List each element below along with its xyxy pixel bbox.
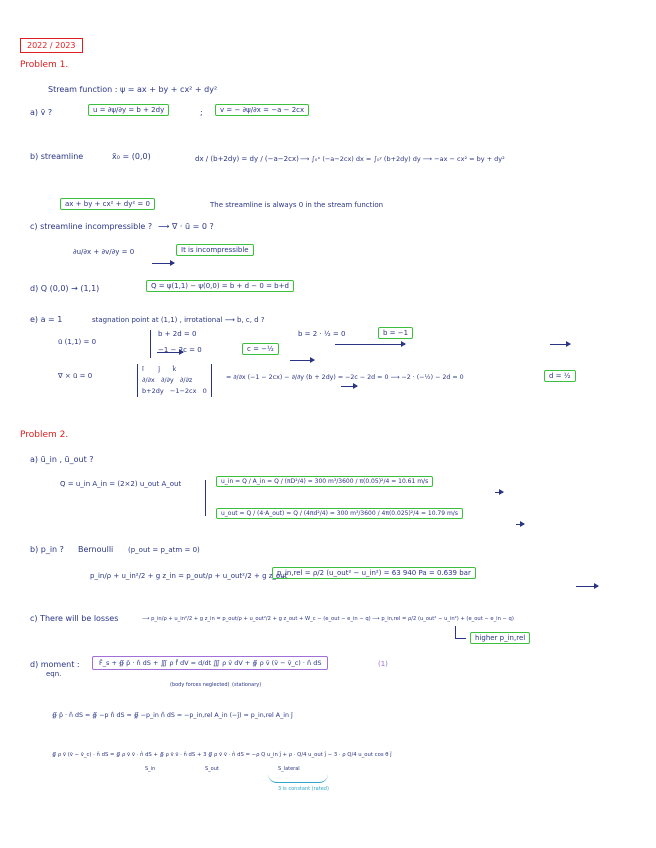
streamline-result: ax + by + cx² + dy² = 0 xyxy=(65,200,150,208)
stagnation-condition: ū (1,1) = 0 xyxy=(58,338,97,346)
semicolon: ; xyxy=(200,108,203,117)
streamline-integral: ⟶ ∫₀ˣ (−a−2cx) dx = ∫₀ʸ (b+2dy) dy ⟶ −ax − cx² = by + dy² xyxy=(300,155,505,163)
arrow-icon xyxy=(516,524,524,525)
flow-rate-box xyxy=(146,280,294,292)
problem-2-title: Problem 2. xyxy=(20,430,69,440)
part-d-label: d) Q (0,0) → (1,1) xyxy=(30,284,100,293)
arrow-icon xyxy=(495,492,503,493)
p2-part-c-label: c) There will be losses xyxy=(30,614,119,623)
irrotational-condition: ∇ × ū = 0 xyxy=(58,372,93,380)
p-in-box xyxy=(272,567,476,579)
course-code: 2022 / 2023 xyxy=(27,41,76,50)
incompressible-box xyxy=(176,244,254,256)
arrow-icon xyxy=(290,360,314,361)
answer-u: u = ∂ψ/∂y = b + 2dy xyxy=(93,106,165,114)
corner-arrow-icon xyxy=(455,626,466,639)
bernoulli-method: Bernoulli xyxy=(78,545,114,554)
arrow-icon xyxy=(335,344,405,345)
p-in-result: p_in,rel = ρ/2 (u_out² − u_in²) = 63 940 Pa = 0.639 bar xyxy=(277,569,471,577)
result-c-box xyxy=(242,343,279,355)
footnote-constant: 3 is constant (rated) xyxy=(278,786,329,792)
underbrace-curve xyxy=(268,774,328,783)
answer-v-box xyxy=(215,104,309,116)
p2-part-d-label: d) moment : xyxy=(30,660,80,669)
part-e-label: e) a = 1 xyxy=(30,315,63,324)
arrow-icon xyxy=(576,586,598,587)
momentum-equation: F̄_s + ∯ p̄ · n̂ dS + ∭ ρ f̄ dV = d/dt ∭ ρ v̄ dV + ∯ ρ v̄ (v̄ − v̄_c) · n̂ dS xyxy=(99,659,322,667)
branch-line xyxy=(205,480,206,516)
divergence-expr: ∂u/∂x + ∂v/∂y = 0 xyxy=(73,248,135,256)
system-brace xyxy=(150,330,151,358)
flow-rate-result: Q = ψ(1,1) − ψ(0,0) = b + d − 0 = b+d xyxy=(151,282,289,290)
solve-b: b = 2 · ½ = 0 xyxy=(298,330,346,338)
note-stationary: (stationary) xyxy=(232,682,262,688)
streamline-result-box xyxy=(60,198,155,210)
streamline-ode: dx / (b+2dy) = dy / (−a−2cx) xyxy=(195,155,299,163)
subscript-lateral: S_lateral xyxy=(278,766,300,772)
system-eq-2: −1 − 2c = 0 xyxy=(158,346,202,354)
incompressible-result: It is incompressible xyxy=(181,246,249,254)
result-c: c = −½ xyxy=(247,345,274,353)
part-a-label: a) v̄ ? xyxy=(30,108,53,117)
p2-part-d-sublabel: eqn. xyxy=(46,670,62,678)
u-in-box xyxy=(216,476,433,487)
subscript-out: S_out xyxy=(205,766,219,772)
streamline-note: The streamline is always 0 in the stream function xyxy=(210,201,384,209)
system-eq-1: b + 2d = 0 xyxy=(158,330,197,338)
curl-expr: = ∂/∂x (−1 − 2cx) − ∂/∂y (b + 2dy) = −2c − 2d = 0 ⟶ −2 · (−½) − 2d = 0 xyxy=(226,374,464,381)
momentum-eq-number: (1) xyxy=(378,660,388,668)
course-code-box xyxy=(20,38,83,53)
result-b: b = −1 xyxy=(383,329,409,337)
part-e-desc: stagnation point at (1,1) , irrotational ⟶ b, c, d ? xyxy=(92,316,265,324)
p2-part-b-label: b) p_in ? xyxy=(30,545,64,554)
answer-v: v = − ∂ψ/∂x = −a − 2cx xyxy=(220,106,305,114)
u-out-result: u_out = Q / (4·A_out) = Q / (4πd²/4) = 300 m³/3600 / 4π(0.025)²/4 = 10.79 m/s xyxy=(221,510,458,517)
subscript-in: S_in xyxy=(145,766,156,772)
problem-1-title: Problem 1. xyxy=(20,60,69,70)
arrow-icon xyxy=(152,263,174,264)
result-b-box xyxy=(378,327,413,339)
momentum-eq-box xyxy=(92,656,328,670)
answer-u-box xyxy=(88,104,169,116)
curl-determinant: î ĵ k̂ ∂/∂x ∂/∂y ∂/∂z b+2dy −1−2cx 0 xyxy=(137,364,212,397)
note-body-forces: (body forces neglected) xyxy=(170,682,230,688)
divergence-question: ⟶ ∇ · ū = 0 ? xyxy=(158,222,214,231)
flux-term: ∯ ρ v̄ (v̄ − v̄_c) · n̂ dS = ∯ ρ v̄ v̄ · n̂ dS + ∯ ρ v̄ v̄ · n̂ dS + 3 ∯ ρ v̄ v̄ · n̂ dS = −ρ Q u_in ĵ + ρ · Q/4 u_out ĵ − 3 · ρ Q/4 u_out cos θ ĵ xyxy=(52,752,392,758)
losses-equation: ⟶ p_in/ρ + u_in²/2 + g z_in = p_out/ρ + u_out²/2 + g z_out + W_c − (e_out − e_in − q) ⟶ p_in,rel = ρ/2 (u_out² − u_in²) + (e_out − e_in − q) xyxy=(142,616,514,622)
continuity-eq: Q = u_in A_in = (2×2) u_out A_out xyxy=(60,480,182,488)
u-in-result: u_in = Q / A_in = Q / (πD²/4) = 300 m³/3600 / π(0.05)²/4 = 10.61 m/s xyxy=(221,478,429,485)
u-out-box xyxy=(216,508,463,519)
higher-p-box xyxy=(470,632,530,644)
pressure-term: ∯ p̄ · n̂ dS = ∯ −p n̂ dS = ∯ −p_in n̂ dS = −p_in,rel A_in (−ĵ) = p_in,rel A_in ĵ xyxy=(52,712,293,719)
arrow-icon xyxy=(341,386,357,387)
stream-function-def: Stream function : ψ = ax + by + cx² + dy² xyxy=(48,85,218,94)
part-b-label: b) streamline xyxy=(30,152,84,161)
result-d-box xyxy=(544,370,576,382)
result-d: d = ½ xyxy=(549,372,571,380)
bernoulli-equation: p_in/ρ + u_in²/2 + g z_in = p_out/ρ + u_out²/2 + g z_out xyxy=(90,572,288,580)
initial-point: x̄₀ = (0,0) xyxy=(112,152,151,161)
p2-part-a-label: a) ū_in , ū_out ? xyxy=(30,455,94,464)
higher-p-result: higher p_in,rel xyxy=(475,634,526,642)
bernoulli-condition: (p_out = p_atm = 0) xyxy=(128,546,200,554)
arrow-icon xyxy=(550,344,570,345)
part-c-label: c) streamline incompressible ? xyxy=(30,222,153,231)
